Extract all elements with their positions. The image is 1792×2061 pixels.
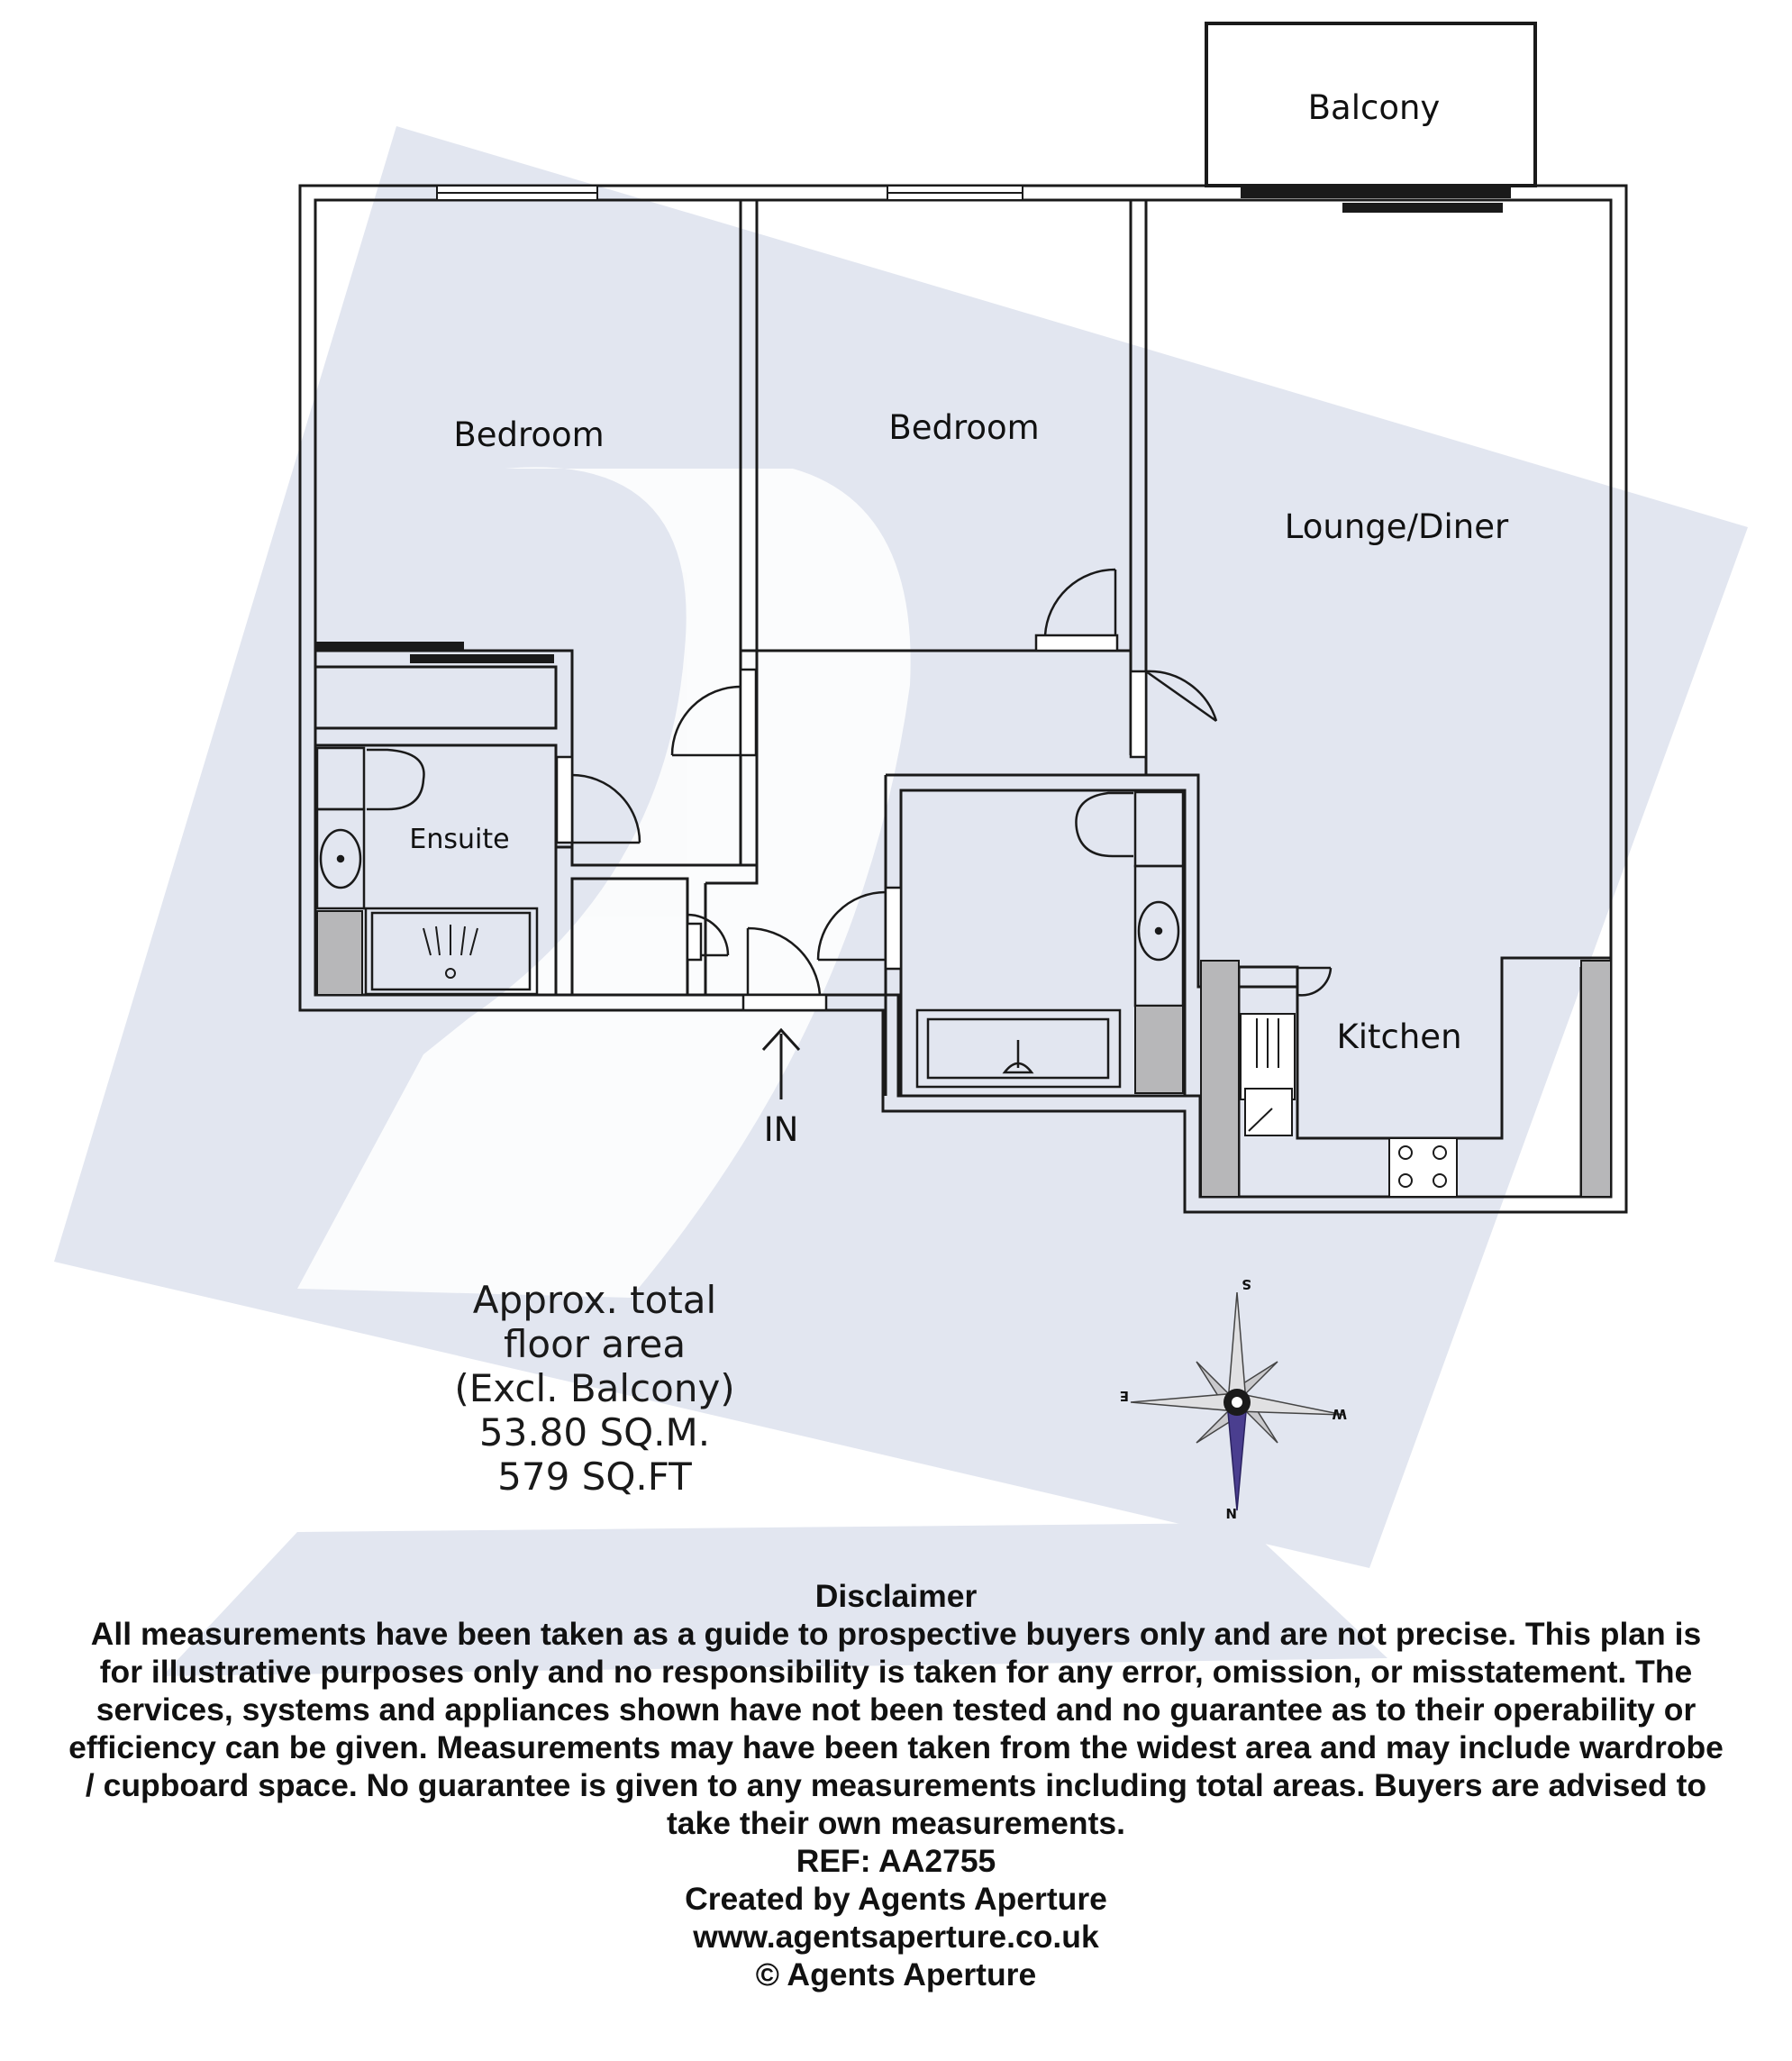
disclaimer-line: / cupboard space. No guarantee is given to any measurements including total areas. Buyers are advised to — [85, 1767, 1707, 1803]
disclaimer-website: www.agentsaperture.co.uk — [693, 1919, 1099, 1955]
compass-w: W — [1332, 1406, 1347, 1422]
compass-n: N — [1225, 1505, 1237, 1521]
disclaimer-ref: REF: AA2755 — [796, 1843, 996, 1879]
compass-e: E — [1119, 1388, 1129, 1404]
disclaimer-title: Disclaimer — [814, 1578, 978, 1614]
disclaimer-line: for illustrative purposes only and no responsibility is taken for any error, omission, or misstatement. The — [99, 1654, 1693, 1690]
area-line-2: floor area — [503, 1322, 687, 1366]
bedroom-1-label: Bedroom — [453, 415, 605, 454]
lounge-label: Lounge/Diner — [1284, 507, 1509, 546]
ensuite-label: Ensuite — [409, 824, 510, 855]
balcony-label: Balcony — [1307, 88, 1441, 127]
area-line-3: (Excl. Balcony) — [454, 1366, 735, 1410]
disclaimer-line: All measurements have been taken as a guide to prospective buyers only and are not precise. This plan is — [90, 1616, 1702, 1652]
floor-area-summary — [378, 1278, 811, 1499]
lounge-sliding-door — [1342, 203, 1503, 213]
bedroom-2-label: Bedroom — [888, 408, 1040, 447]
disclaimer-line: take their own measurements. — [666, 1805, 1125, 1841]
bathroom-unit — [1135, 1006, 1183, 1093]
balcony-door — [1241, 186, 1511, 198]
ensuite-unit — [317, 911, 362, 995]
disclaimer-created-by: Created by Agents Aperture — [685, 1881, 1107, 1917]
disclaimer-copyright: © Agents Aperture — [755, 1956, 1037, 1993]
entrance-label: IN — [763, 1110, 799, 1149]
disclaimer-line: services, systems and appliances shown have not been tested and no guarantee as to their operability or — [96, 1692, 1696, 1728]
windows — [437, 186, 1023, 200]
kitchen-label: Kitchen — [1336, 1017, 1462, 1056]
disclaimer-line: efficiency can be given. Measurements may have been taken from the widest area and may include wardrobe — [68, 1729, 1724, 1765]
compass-s: S — [1242, 1276, 1251, 1292]
area-sqft: 579 SQ.FT — [497, 1455, 692, 1499]
disclaimer — [0, 1577, 1792, 1993]
area-sqm: 53.80 SQ.M. — [478, 1410, 711, 1455]
area-line-1: Approx. total — [472, 1278, 717, 1322]
